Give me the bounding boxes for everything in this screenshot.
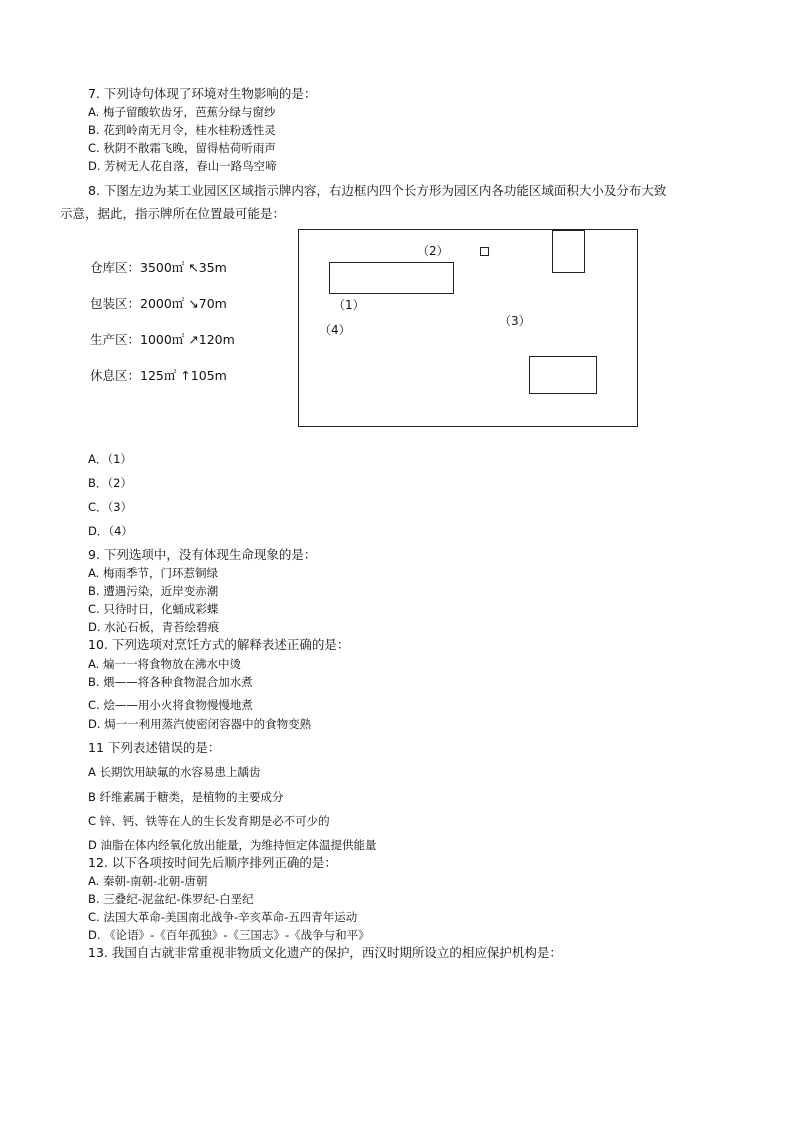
q7-stem: 7. 下列诗句体现了环境对生物影响的是： — [88, 86, 317, 101]
sign-rest: 休息区：125㎡ ↑105m — [90, 368, 227, 383]
q8-option-b: B．（2） — [88, 476, 132, 490]
q9-option-d: D. 水沁石板，青苔绘碧痕 — [88, 620, 220, 634]
q8-option-d: D．（4） — [88, 524, 133, 538]
q9-option-b: B. 遭遇污染，近岸变赤潮 — [88, 584, 219, 598]
map-label-1: （1） — [333, 298, 365, 312]
q10-option-d: D. 焗一一利用蒸汽使密闭容器中的食物变熟 — [88, 717, 312, 731]
q12-option-c: C. 法国大革命-美国南北战争-辛亥革命-五四青年运动 — [88, 910, 358, 924]
q12-option-b: B. 三叠纪-泥盆纪-侏罗纪-白垩纪 — [88, 892, 254, 906]
q11-option-a: A 长期饮用缺氟的水容易患上龋齿 — [88, 765, 261, 779]
sign-production: 生产区：1000㎡ ↗120m — [90, 332, 235, 347]
q7-option-a: A. 梅子留酸软齿牙，芭蕉分绿与窗纱 — [88, 105, 276, 119]
area-warehouse — [329, 262, 454, 294]
area-rest — [480, 247, 489, 256]
sign-packaging: 包装区：2000㎡ ↘70m — [90, 296, 227, 311]
q8-option-c: C．（3） — [88, 500, 133, 514]
q12-option-d: D. 《论语》-《百年孤独》-《三国志》-《战争与和平》 — [88, 928, 370, 942]
q8-stem-line2: 示意，据此，指示牌所在位置最可能是： — [60, 206, 286, 221]
q9-option-c: C. 只待时日，化蛹成彩蝶 — [88, 602, 219, 616]
q7-option-c: C. 秋阴不散霜飞晚，留得枯荷听雨声 — [88, 141, 276, 155]
q11-option-c: C 锌、钙、铁等在人的生长发育期是必不可少的 — [88, 814, 330, 828]
map-label-2: （2） — [417, 244, 449, 258]
q11-option-b: B 纤维素属于糖类，是植物的主要成分 — [88, 790, 284, 804]
q10-stem: 10. 下列选项对烹饪方式的解释表述正确的是： — [88, 637, 350, 652]
map-label-3: （3） — [499, 314, 531, 328]
q9-stem: 9. 下列选项中，没有体现生命现象的是： — [88, 547, 317, 562]
q8-option-a: A．（1） — [88, 452, 132, 466]
map-label-4: （4） — [319, 323, 351, 337]
q8-stem-line1: 8. 下图左边为某工业园区区域指示牌内容，右边框内四个长方形为园区内各功能区域面积大小及分布大致 — [88, 183, 667, 198]
sign-warehouse: 仓库区：3500㎡ ↖35m — [90, 260, 227, 275]
q10-option-c: C. 烩——用小火将食物慢慢地煮 — [88, 698, 253, 712]
area-production — [552, 230, 585, 273]
park-map — [298, 229, 638, 427]
q7-option-d: D. 芳树无人花自落，春山一路鸟空啼 — [88, 159, 277, 173]
q9-option-a: A. 梅雨季节，门环惹铜绿 — [88, 566, 218, 580]
q7-option-b: B. 花到岭南无月令，桂水桂粉透性灵 — [88, 123, 276, 137]
q10-option-b: B. 煨——将各种食物混合加水煮 — [88, 675, 253, 689]
q12-stem: 12. 以下各项按时间先后顺序排列正确的是： — [88, 855, 337, 870]
q10-option-a: A. 煸一一将食物放在沸水中烫 — [88, 657, 241, 671]
area-packaging — [529, 356, 597, 394]
q11-stem: 11 下列表述错误的是： — [88, 740, 221, 755]
q12-option-a: A. 秦朝-南朝-北朝-唐朝 — [88, 874, 208, 888]
q13-stem: 13. 我国自古就非常重视非物质文化遗产的保护，西汉时期所设立的相应保护机构是： — [88, 945, 562, 960]
q11-option-d: D 油脂在体内经氧化放出能量，为维持恒定体温提供能量 — [88, 838, 377, 852]
